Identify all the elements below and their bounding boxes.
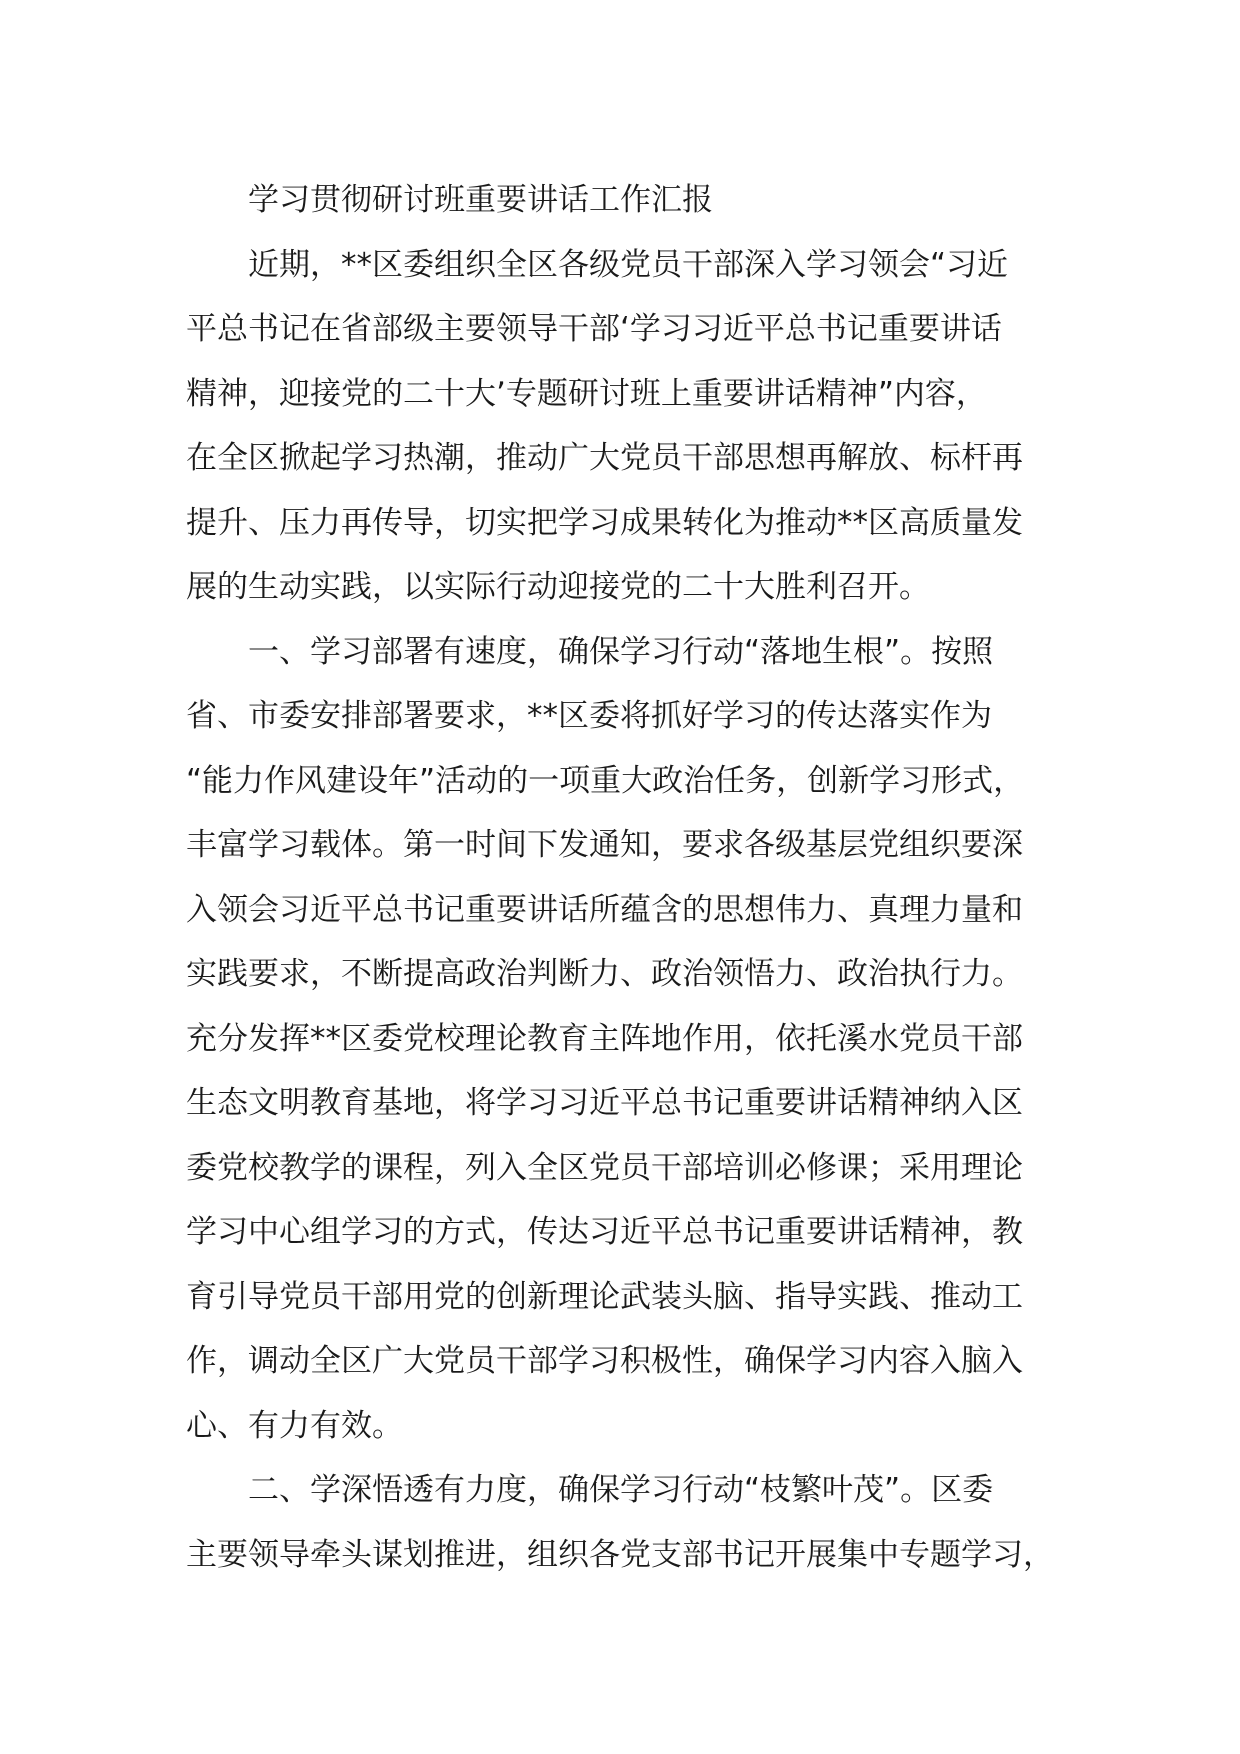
text-line: 心、有力有效。	[186, 1407, 403, 1444]
text-line: 主要领导牵头谋划推进，组织各党支部书记开展集中专题学习，	[186, 1536, 1054, 1573]
text-line: 实践要求，不断提高政治判断力、政治领悟力、政治执行力。	[186, 956, 1023, 992]
text-line: 充分发挥**区委党校理论教育主阵地作用，依托溪水党员干部	[186, 1020, 1023, 1057]
text-line: 学习中心组学习的方式，传达习近平总书记重要讲话精神，教	[186, 1214, 1023, 1250]
text-line: 提升、压力再传导，切实把学习成果转化为推动**区高质量发	[186, 504, 1023, 541]
text-line: 展的生动实践，以实际行动迎接党的二十大胜利召开。	[186, 569, 930, 605]
text-line: 育引导党员干部用党的创新理论武装头脑、指导实践、推动工	[186, 1278, 1023, 1315]
text-line: “能力作风建设年”活动的一项重大政治任务，创新学习形式，	[186, 762, 1025, 799]
text-line: 平总书记在省部级主要领导干部‘学习习近平总书记重要讲话	[186, 311, 1002, 347]
document-body	[186, 168, 1066, 1587]
text-line: 精神，迎接党的二十大’专题研讨班上重要讲话精神”内容，	[186, 375, 987, 412]
text-line: 作，调动全区广大党员干部学习积极性，确保学习内容入脑入	[186, 1343, 1023, 1379]
text-line: 省、市委安排部署要求，**区委将抓好学习的传达落实作为	[186, 698, 992, 734]
text-line: 生态文明教育基地，将学习习近平总书记重要讲话精神纳入区	[186, 1085, 1023, 1121]
document-title: 学习贯彻研讨班重要讲话工作汇报	[248, 182, 713, 218]
text-line: 一、学习部署有速度，确保学习行动“落地生根”。按照	[248, 633, 994, 670]
text-line: 近期，**区委组织全区各级党员干部深入学习领会“习近	[248, 246, 1009, 283]
text-line: 入领会习近平总书记重要讲话所蕴含的思想伟力、真理力量和	[186, 891, 1023, 928]
text-line: 丰富学习载体。第一时间下发通知，要求各级基层党组织要深	[186, 827, 1023, 863]
text-line: 在全区掀起学习热潮，推动广大党员干部思想再解放、标杆再	[186, 440, 1023, 476]
text-line: 二、学深悟透有力度，确保学习行动“枝繁叶茂”。区委	[248, 1472, 994, 1508]
text-line: 委党校教学的课程，列入全区党员干部培训必修课；采用理论	[186, 1149, 1023, 1186]
